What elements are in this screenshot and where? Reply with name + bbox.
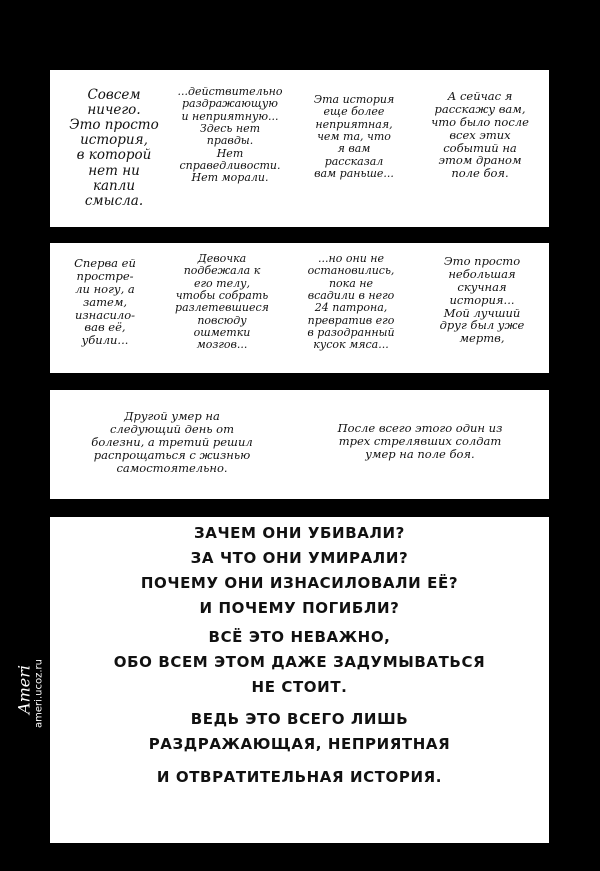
text-line: И ПОЧЕМУ ПОГИБЛИ? xyxy=(199,599,400,617)
text-block-2 xyxy=(168,86,292,185)
text-line: ПОЧЕМУ ОНИ ИЗНАСИЛОВАЛИ ЕЁ? xyxy=(140,574,459,592)
text-line: Другой умер на xyxy=(124,409,220,423)
text-line: кусок мяса... xyxy=(313,338,389,352)
text-block-3 xyxy=(296,94,412,180)
text-line: трех стрелявших солдат xyxy=(338,433,502,448)
text-line: история, xyxy=(80,132,148,149)
text-line: остановились, xyxy=(307,264,395,278)
text-line: болезни, а третий решил xyxy=(91,434,253,449)
text-block-9 xyxy=(62,410,282,474)
text-line: друг был уже xyxy=(439,318,525,333)
text-line: этом драном xyxy=(438,153,522,168)
text-line: чем та, что xyxy=(317,129,391,143)
text-line: в которой xyxy=(76,147,152,164)
text-line: расскажу вам, xyxy=(434,101,526,116)
text-line: небольшая xyxy=(448,266,516,281)
text-block-8 xyxy=(422,255,542,345)
text-line: его телу, xyxy=(193,276,250,290)
text-line: разлетевшиеся xyxy=(175,301,269,315)
text-line: чтобы собрать xyxy=(175,288,269,302)
text-line: ...но они не xyxy=(317,252,385,265)
text-line: неприятная, xyxy=(315,117,393,131)
text-block-5 xyxy=(56,257,154,347)
text-line: И ОТВРАТИТЕЛЬНАЯ ИСТОРИЯ. xyxy=(156,768,443,786)
watermark xyxy=(2,640,48,760)
text-line: РАЗДРАЖАЮЩАЯ, НЕПРИЯТНАЯ xyxy=(148,735,451,753)
text-line: ничего. xyxy=(87,102,141,119)
text-line: всех этих xyxy=(449,127,511,142)
text-line: Сперва ей xyxy=(74,256,136,270)
caption-unimportant xyxy=(50,625,549,700)
text-line: ошметки xyxy=(193,325,251,339)
text-line: Эта история xyxy=(313,93,395,106)
text-line: подбежала к xyxy=(183,264,261,278)
watermark-name: Ameri xyxy=(14,665,34,714)
text-line: нет ни xyxy=(88,162,140,179)
text-line: правды. xyxy=(206,134,254,148)
text-line: Это просто xyxy=(69,117,159,134)
text-line: Здесь нет xyxy=(199,121,261,135)
text-line: самостоятельно. xyxy=(116,460,228,475)
text-line: умер на поле боя. xyxy=(365,446,475,461)
text-line: простре- xyxy=(76,268,134,283)
text-line: пока не xyxy=(328,276,374,290)
text-line: убили... xyxy=(81,333,129,348)
text-line: справедливости. xyxy=(179,158,281,172)
caption-just-a-story xyxy=(50,707,549,757)
text-line: изнасило- xyxy=(74,307,136,322)
text-block-4 xyxy=(422,90,538,180)
text-line: раздражающую xyxy=(182,97,278,111)
text-line: НЕ СТОИТ. xyxy=(251,678,348,696)
text-block-10 xyxy=(298,422,542,461)
text-line: 24 патрона, xyxy=(314,301,388,315)
text-line: ли ногу, а xyxy=(75,281,135,296)
text-line: ...действительно xyxy=(177,85,283,98)
text-line: мертв, xyxy=(459,331,505,346)
text-line: Нет xyxy=(216,146,244,160)
text-line: ВСЁ ЭТО НЕВАЖНО, xyxy=(208,628,391,646)
watermark-url: ameri.ucoz.ru xyxy=(33,659,45,728)
text-line: ЗА ЧТО ОНИ УМИРАЛИ? xyxy=(190,549,409,567)
text-line: Мой лучший xyxy=(443,305,521,320)
text-line: ЗАЧЕМ ОНИ УБИВАЛИ? xyxy=(194,524,405,542)
text-line: скучная xyxy=(457,279,507,294)
panel-3 xyxy=(50,390,549,499)
panel-1 xyxy=(50,70,549,227)
text-line: ВЕДЬ ЭТО ВСЕГО ЛИШЬ xyxy=(190,710,409,728)
caption-final xyxy=(50,765,549,790)
text-line: поле боя. xyxy=(451,166,509,181)
text-line: мозгов... xyxy=(196,338,248,352)
text-line: история... xyxy=(449,292,515,307)
panel-2 xyxy=(50,243,549,373)
text-line: что было после xyxy=(431,114,529,129)
text-line: Девочка xyxy=(197,252,247,265)
text-line: еще более xyxy=(323,105,385,119)
text-line: вав её, xyxy=(84,320,126,335)
text-line: капли xyxy=(92,177,136,194)
text-block-6 xyxy=(164,253,280,352)
text-line: событий на xyxy=(443,140,517,155)
text-line: Это просто xyxy=(443,254,521,268)
text-line: распрощаться с жизнью xyxy=(93,447,251,462)
panel-4 xyxy=(50,517,549,843)
text-line: рассказал xyxy=(324,154,384,168)
text-line: превратив его xyxy=(307,313,395,327)
text-block-1 xyxy=(64,88,164,209)
text-line: следующий день от xyxy=(109,421,235,436)
text-line: всадили в него xyxy=(307,288,395,302)
text-line: я вам xyxy=(337,142,371,156)
text-line: смысла. xyxy=(84,192,144,209)
text-line: После всего этого один из xyxy=(337,421,503,435)
text-block-7 xyxy=(286,253,416,352)
text-line: в разодранный xyxy=(307,325,395,339)
text-line: Нет морали. xyxy=(191,171,269,185)
text-line: ОБО ВСЕМ ЭТОМ ДАЖЕ ЗАДУМЫВАТЬСЯ xyxy=(113,653,486,671)
text-line: повсюду xyxy=(197,313,247,327)
text-line: затем, xyxy=(82,294,128,309)
caption-questions xyxy=(50,521,549,621)
text-line: Совсем xyxy=(87,87,141,103)
text-line: и неприятную... xyxy=(181,109,279,123)
text-line: А сейчас я xyxy=(447,89,513,103)
text-line: вам раньше... xyxy=(314,166,394,180)
